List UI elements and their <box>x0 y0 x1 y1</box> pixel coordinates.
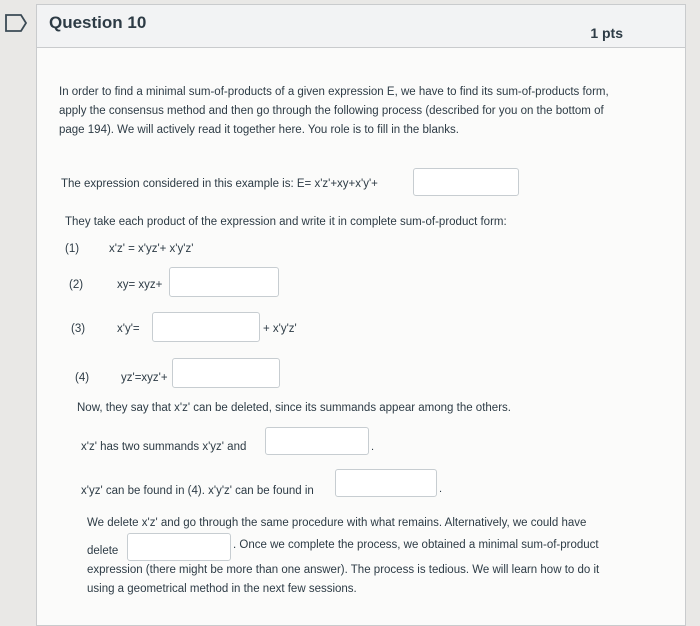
item-1-number: (1) <box>65 243 80 255</box>
found-line: x'yz' can be found in (4). x'y'z' can be found in <box>81 485 314 497</box>
blank-item-4[interactable] <box>172 358 280 388</box>
blank-summand[interactable] <box>265 427 369 455</box>
delete-word: delete <box>87 545 119 557</box>
delete-after: . Once we complete the process, we obtained a minimal sum-of-product <box>233 539 599 551</box>
flag-question-icon[interactable] <box>4 14 28 32</box>
delete-line-1: We delete x'z' and go through the same procedure with what remains. Alternatively, we could have <box>87 517 587 529</box>
item-2-number: (2) <box>69 279 84 291</box>
item-3-text: x'y'= <box>117 323 140 335</box>
question-header <box>37 5 685 48</box>
item-3-number: (3) <box>71 323 86 335</box>
summands-line: x'z' has two summands x'yz' and <box>81 441 247 453</box>
item-4-number: (4) <box>75 372 90 384</box>
item-2-text: xy= xyz+ <box>117 279 163 291</box>
question-title: Question 10 <box>49 13 147 32</box>
question-points: 1 pts <box>590 25 623 41</box>
item-4-text: yz'=xyz'+ <box>121 372 168 384</box>
item-1-text: x'z' = x'yz'+ x'y'z' <box>109 243 194 255</box>
blank-delete[interactable] <box>127 533 231 561</box>
blank-item-2[interactable] <box>169 267 279 297</box>
summands-end: . <box>371 441 375 453</box>
intro-paragraph: In order to find a minimal sum-of-products of a given expression E, we have to find its sum-of-products form, apply the consensus method and then go through the following process (described for you on the bottom of page 194). We will actively read it together here. You role is to fill in the blanks. <box>59 86 609 136</box>
blank-item-3[interactable] <box>152 312 260 342</box>
take-each-line: They take each product of the expression and write it in complete sum-of-product form: <box>65 216 507 228</box>
now-line: Now, they say that x'z' can be deleted, since its summands appear among the others. <box>77 402 511 414</box>
final-paragraph: expression (there might be more than one answer). The process is tedious. We will learn how to do it using a geometrical method in the next few sessions. <box>87 564 600 595</box>
item-3-suffix: + x'y'z' <box>263 323 297 335</box>
question-card <box>36 4 686 626</box>
blank-found-in[interactable] <box>335 469 437 497</box>
expression-line: The expression considered in this example is: E= x'z'+xy+x'y'+ <box>61 178 378 190</box>
blank-expression-term[interactable] <box>413 168 519 196</box>
found-end: . <box>439 483 443 495</box>
